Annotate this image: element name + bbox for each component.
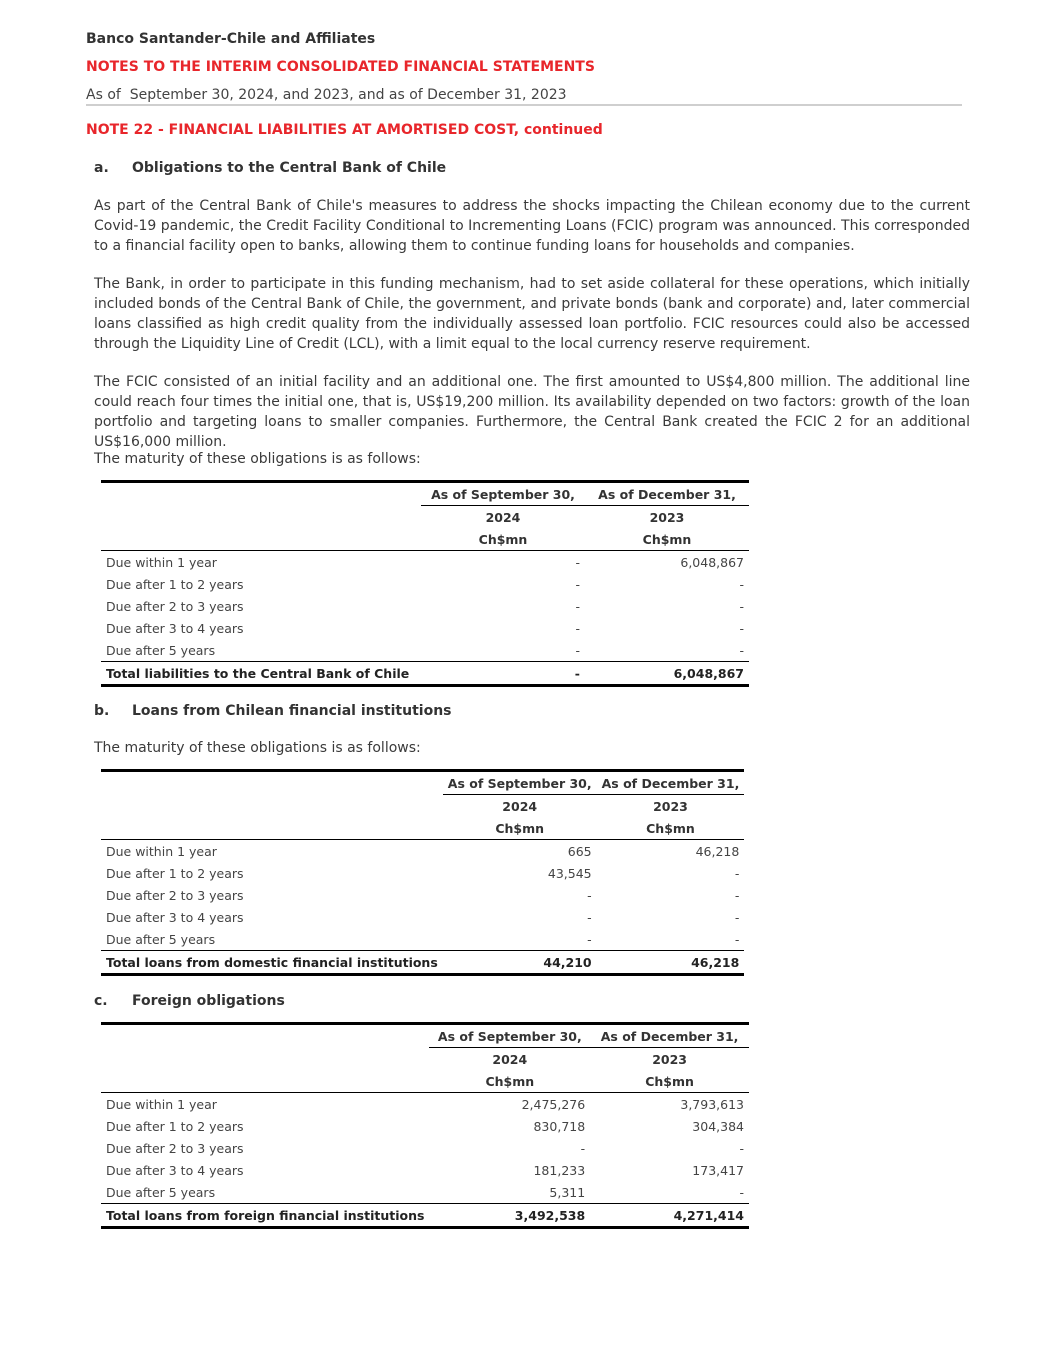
table-total-row: Total liabilities to the Central Bank of Chile - 6,048,867: [101, 662, 749, 686]
col1-year: 2024: [429, 1048, 590, 1071]
table-row: Due after 1 to 2 years - -: [106, 576, 744, 592]
col1-year: 2024: [421, 506, 585, 529]
col1-header: As of September 30,: [431, 486, 575, 502]
domestic-institutions-maturity-table: [101, 769, 744, 976]
table-row: Due after 5 years - -: [106, 642, 744, 658]
section-a-letter: a.: [94, 160, 109, 176]
section-a-maturity-intro: The maturity of these obligations is as follows:: [94, 451, 421, 467]
col2-unit: Ch$mn: [597, 817, 745, 840]
section-a-heading: [94, 160, 446, 176]
col1-unit: Ch$mn: [429, 1070, 590, 1093]
section-a-title: Obligations to the Central Bank of Chile: [132, 160, 447, 176]
col2-unit: Ch$mn: [585, 528, 749, 551]
col1-unit: Ch$mn: [421, 528, 585, 551]
section-a-paragraph-2: The Bank, in order to participate in this funding mechanism, had to set aside collateral for these operations, which initially included bonds of the Central Bank of Chile, the government, and private bonds (bank and corporate) and, later commercial loans classified as high credit quality from the individually assessed loan portfolio. FCIC resources could also be accessed through the Liquidity Line of Credit (LCL), with a limit equal to the local currency reserve requirement.: [94, 276, 970, 352]
col2-unit: Ch$mn: [590, 1070, 749, 1093]
section-b-title: Loans from Chilean financial institutions: [132, 703, 452, 719]
table-row: Due within 1 year - 6,048,867: [106, 554, 744, 570]
col1-year: 2024: [443, 795, 597, 818]
section-a-paragraph-3: The FCIC consisted of an initial facility and an additional one. The first amounted to US$4,800 million. The additional line could reach four times the initial one, that is, US$19,200 million. Its availability depended on two factors: growth of the loan portfolio and targeting loans to smaller companies. Furthermore, the Central Bank created the FCIC 2 for an additional US$16,000 million.: [94, 374, 970, 450]
col2-year: 2023: [597, 795, 745, 818]
table-row: Due after 3 to 4 years 181,233 173,417: [106, 1162, 744, 1178]
notes-title: NOTES TO THE INTERIM CONSOLIDATED FINANCIAL STATEMENTS: [86, 59, 595, 75]
table-row: Due after 2 to 3 years - -: [106, 887, 740, 903]
section-b-maturity-intro: The maturity of these obligations is as follows:: [94, 740, 421, 756]
table-row: Due after 1 to 2 years 830,718 304,384: [106, 1118, 744, 1134]
section-b-heading: [94, 703, 452, 719]
col1-header: As of September 30,: [437, 1028, 582, 1044]
table-row: Due after 5 years 5,311 -: [106, 1184, 744, 1200]
header-divider: [86, 104, 962, 106]
table-row: Due after 3 to 4 years - -: [106, 909, 740, 925]
section-c-title: Foreign obligations: [132, 993, 285, 1009]
table-row: Due within 1 year 665 46,218: [106, 843, 740, 859]
table-total-row: Total loans from foreign financial institutions 3,492,538 4,271,414: [101, 1204, 749, 1228]
section-c-letter: c.: [94, 993, 108, 1009]
central-bank-maturity-table: [101, 480, 749, 687]
table-row: Due after 5 years - -: [106, 931, 740, 947]
company-name: Banco Santander-Chile and Affiliates: [86, 31, 376, 47]
col2-year: 2023: [590, 1048, 749, 1071]
col2-header: As of December 31,: [601, 775, 740, 791]
table-row: Due after 1 to 2 years 43,545 -: [106, 865, 740, 881]
section-b-letter: b.: [94, 703, 110, 719]
statement-date: As of September 30, 2024, and 2023, and as of December 31, 2023: [86, 87, 567, 103]
foreign-obligations-maturity-table: [101, 1022, 749, 1229]
col2-year: 2023: [585, 506, 749, 529]
section-a-paragraph-1: As part of the Central Bank of Chile's measures to address the shocks impacting the Chilean economy due to the current Covid-19 pandemic, the Credit Facility Conditional to Incrementing Loans (FCIC) program was announced. This corresponded to a financial facility open to banks, allowing them to continue funding loans for households and companies.: [94, 198, 970, 254]
table-row: Due after 2 to 3 years - -: [106, 598, 744, 614]
col1-unit: Ch$mn: [443, 817, 597, 840]
note-title: NOTE 22 - FINANCIAL LIABILITIES AT AMORTISED COST, continued: [86, 122, 603, 138]
col1-header: As of September 30,: [447, 775, 592, 791]
table-total-row: Total loans from domestic financial institutions 44,210 46,218: [101, 951, 744, 975]
col2-header: As of December 31,: [598, 486, 736, 502]
col2-header: As of December 31,: [600, 1028, 739, 1044]
section-c-heading: [94, 993, 285, 1009]
table-row: Due after 3 to 4 years - -: [106, 620, 744, 636]
table-row: Due within 1 year 2,475,276 3,793,613: [106, 1096, 744, 1112]
table-row: Due after 2 to 3 years - -: [106, 1140, 744, 1156]
